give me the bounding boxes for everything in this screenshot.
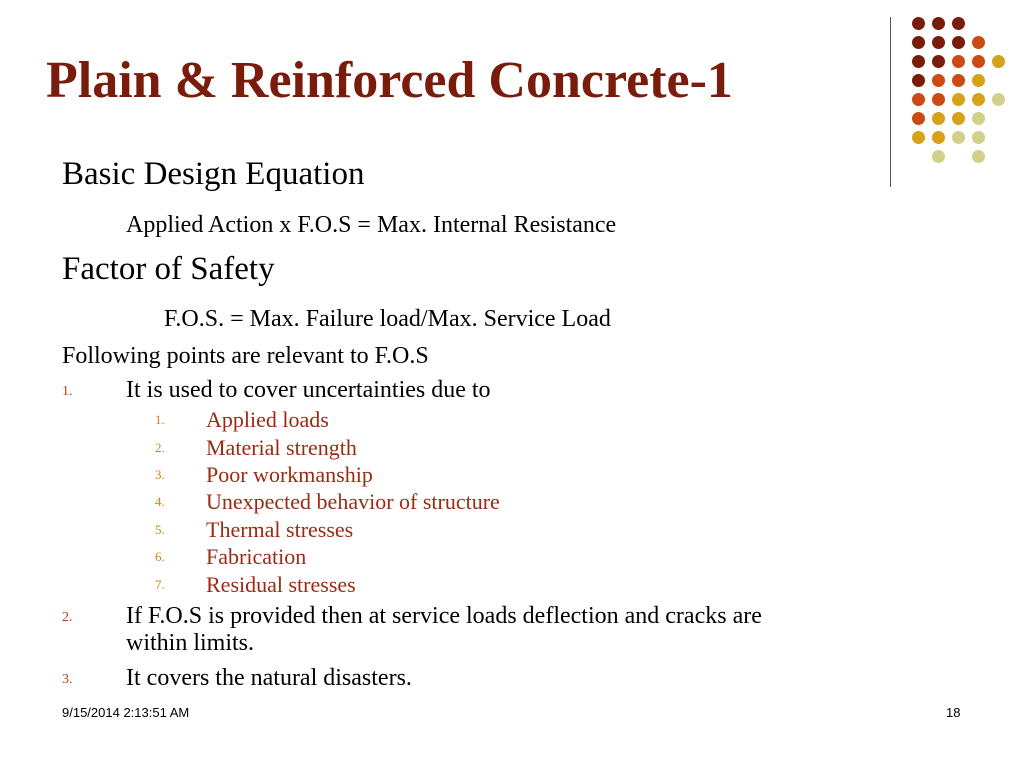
- subpoint-text: Unexpected behavior of structure: [206, 489, 500, 514]
- decorative-dot: [932, 150, 945, 163]
- heading-factor-of-safety: Factor of Safety: [62, 251, 275, 287]
- subpoint-text: Fabrication: [206, 544, 307, 569]
- decorative-dot: [952, 17, 965, 30]
- decorative-dot: [992, 55, 1005, 68]
- point-text-line1: If F.O.S is provided then at service loads deflection and cracks are: [126, 603, 762, 629]
- divider-line: [890, 17, 891, 187]
- design-equation: Applied Action x F.O.S = Max. Internal Resistance: [126, 212, 617, 238]
- decorative-dot: [972, 36, 985, 49]
- decorative-dot: [932, 112, 945, 125]
- decorative-dot: [932, 17, 945, 30]
- fos-formula: F.O.S. = Max. Failure load/Max. Service Load: [164, 306, 611, 332]
- subpoint-text: Material strength: [206, 435, 357, 460]
- point-number: 2.: [62, 610, 73, 625]
- decorative-dot: [972, 112, 985, 125]
- decorative-dot: [952, 55, 965, 68]
- decorative-dot: [952, 74, 965, 87]
- subpoint-number: 5.: [155, 522, 165, 537]
- point-number: 1.: [62, 384, 73, 399]
- decorative-dot: [912, 112, 925, 125]
- decorative-dot: [932, 36, 945, 49]
- decorative-dot: [952, 36, 965, 49]
- point-text: It covers the natural disasters.: [126, 665, 412, 691]
- decorative-dot: [912, 55, 925, 68]
- decorative-dot: [952, 112, 965, 125]
- point-text: It is used to cover uncertainties due to: [126, 377, 491, 403]
- subpoint-number: 6.: [155, 549, 165, 564]
- decorative-dot: [932, 55, 945, 68]
- decorative-dot: [912, 93, 925, 106]
- decorative-dot: [992, 93, 1005, 106]
- slide-title: Plain & Reinforced Concrete-1: [46, 52, 733, 109]
- subpoint-number: 4.: [155, 494, 165, 509]
- decorative-dot: [932, 74, 945, 87]
- point-text-line2: within limits.: [126, 630, 255, 656]
- decorative-dot: [932, 93, 945, 106]
- footer-date: 9/15/2014 2:13:51 AM: [62, 705, 190, 720]
- decorative-dot: [972, 150, 985, 163]
- decorative-dot: [972, 74, 985, 87]
- point-number: 3.: [62, 672, 73, 687]
- intro-text: Following points are relevant to F.O.S: [62, 343, 429, 369]
- decorative-dot: [972, 93, 985, 106]
- decorative-dot: [952, 131, 965, 144]
- subpoint-text: Applied loads: [206, 407, 329, 432]
- decorative-dot: [972, 55, 985, 68]
- decorative-dot: [972, 131, 985, 144]
- subpoint-text: Residual stresses: [206, 572, 356, 597]
- decorative-dot: [912, 36, 925, 49]
- decorative-dot: [932, 131, 945, 144]
- decorative-dot: [912, 17, 925, 30]
- heading-basic-design-equation: Basic Design Equation: [62, 156, 365, 192]
- page-number: 18: [946, 705, 961, 720]
- subpoint-text: Poor workmanship: [206, 462, 373, 487]
- subpoint-number: 2.: [155, 440, 165, 455]
- decorative-dot: [912, 131, 925, 144]
- subpoint-number: 7.: [155, 577, 165, 592]
- decorative-dot: [952, 93, 965, 106]
- subpoint-number: 1.: [155, 412, 165, 427]
- subpoint-number: 3.: [155, 467, 165, 482]
- decorative-dot: [912, 74, 925, 87]
- subpoint-text: Thermal stresses: [206, 517, 354, 542]
